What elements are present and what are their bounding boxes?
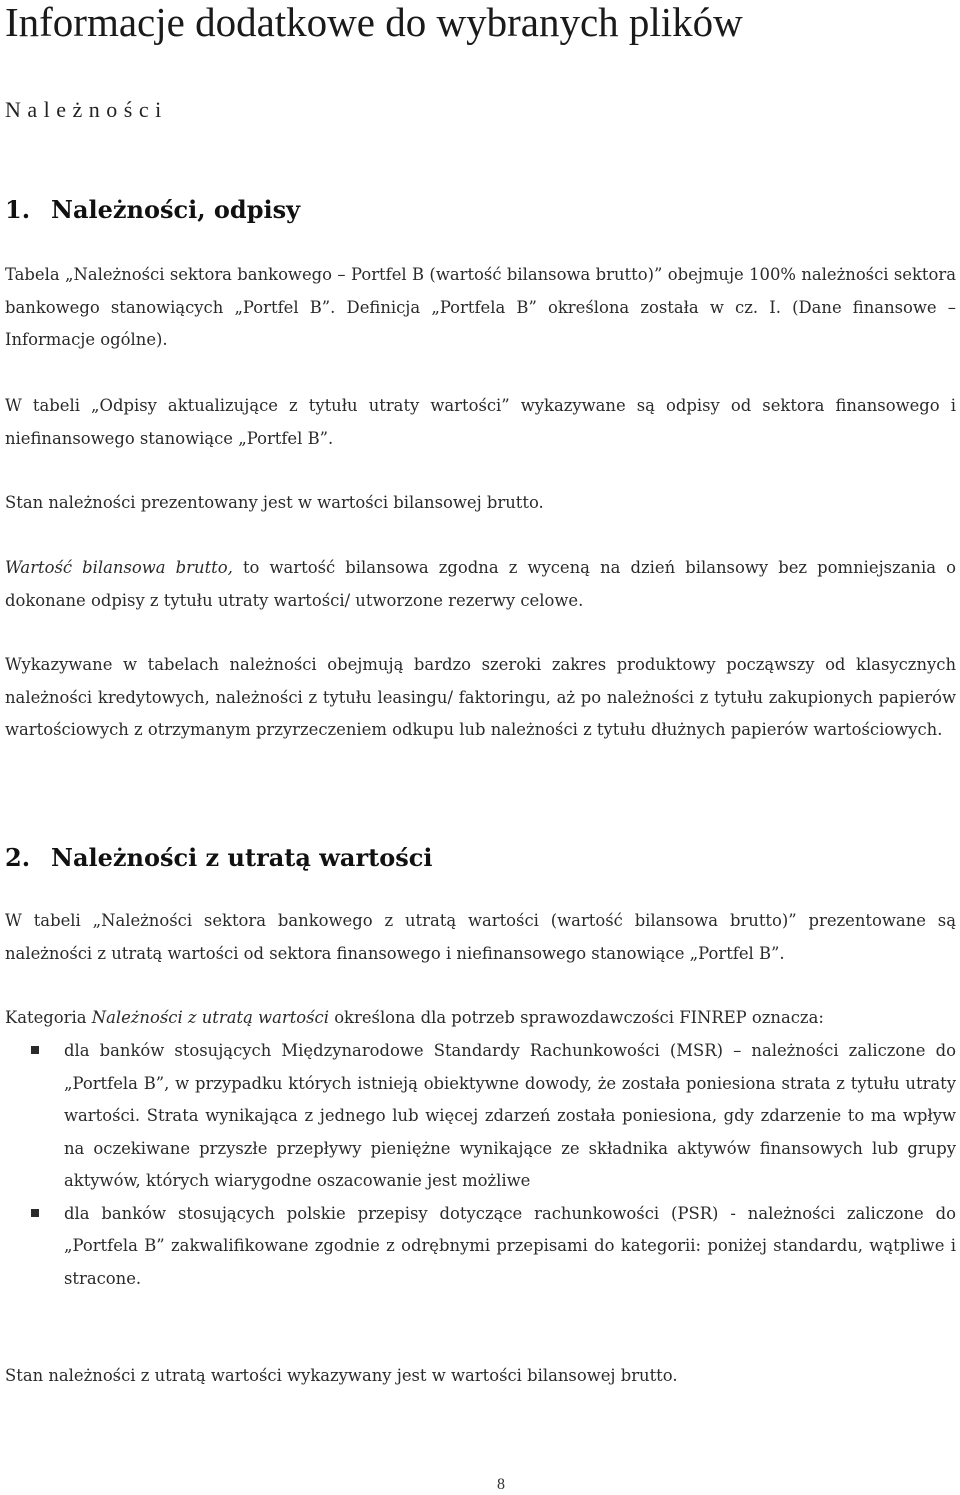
page-number: 8 [497, 1476, 505, 1493]
list-item-text: dla banków stosujących Międzynarodowe Standardy Rachunkowości (MSR) – należności zaliczone do „Portfela B”, w przypadku których istnieją obiektywne dowody, że została poniesiona strata z tytułu utraty wartości. Strata wynikająca z jednego lub więcej zdarzeń została poniesiona, gdy zdarzenie to ma wpływ na oczekiwane przyszłe przepływy pieniężne wynikające ze składnika aktywów finansowych lub grupy aktywów, których wiarygodne oszacowanie jest możliwe [64, 1041, 956, 1190]
list-item [5, 1198, 956, 1296]
page-title: Informacje dodatkowe do wybranych plików [5, 0, 743, 45]
section-1-paragraph-3-text: Stan należności prezentowany jest w wartości bilansowej brutto. [5, 493, 544, 512]
definition-bullet-list [5, 1035, 956, 1295]
square-bullet-icon [31, 1209, 39, 1217]
category-prefix: Kategoria [5, 1008, 92, 1027]
section-2-paragraph-1-text: W tabeli „Należności sektora bankowego z utratą wartości (wartość bilansowa brutto)” prezentowane są należności z utratą wartości od sektora finansowego i niefinansowego stanowiące „Portfel B”. [5, 911, 956, 963]
section-2-heading [5, 843, 432, 873]
section-2-heading-text: Należności z utratą wartości [51, 843, 433, 872]
section-1-paragraph-2 [5, 390, 956, 455]
page-subtitle: Należności [5, 97, 168, 122]
section-1-heading-text: Należności, odpisy [51, 195, 301, 224]
section-2-number: 2. [5, 843, 31, 872]
section-2-paragraph-3-text: Stan należności z utratą wartości wykazywany jest w wartości bilansowej brutto. [5, 1366, 678, 1385]
list-item [5, 1035, 956, 1198]
section-1-paragraph-1 [5, 259, 956, 357]
section-1-paragraph-1-text: Tabela „Należności sektora bankowego – Portfel B (wartość bilansowa brutto)” obejmuje 100% należności sektora bankowego stanowiących „Portfel B”. Definicja „Portfela B” określona została w cz. I. (Dane finansowe – Informacje ogólne). [5, 265, 956, 349]
section-1-number: 1. [5, 195, 31, 224]
section-1-paragraph-5-text: Wykazywane w tabelach należności obejmują bardzo szeroki zakres produktowy począwszy od klasycznych należności kredytowych, należności z tytułu leasingu/ faktoringu, aż po należności z tytułu zakupionych papierów wartościowych z otrzymanym przyrzeczeniem odkupu lub należności z tytułu dłużnych papierów wartościowych. [5, 655, 956, 739]
section-1-paragraph-5 [5, 649, 956, 747]
section-2-paragraph-1 [5, 905, 956, 970]
list-item-text: dla banków stosujących polskie przepisy dotyczące rachunkowości (PSR) - należności zaliczone do „Portfela B” zakwalifikowane zgodnie z odrębnymi przepisami do kategorii: poniżej standardu, wątpliwe i stracone. [64, 1203, 956, 1288]
section-2-paragraph-2 [5, 1002, 956, 1035]
square-bullet-icon [31, 1046, 39, 1054]
section-2-paragraph-3 [5, 1360, 956, 1393]
definition-term: Wartość bilansowa brutto, [5, 558, 233, 577]
category-term: Należności z utratą wartości [91, 1008, 329, 1027]
section-1-paragraph-3 [5, 487, 956, 520]
section-1-heading [5, 195, 300, 225]
section-1-paragraph-2-text: W tabeli „Odpisy aktualizujące z tytułu utraty wartości” wykazywane są odpisy od sektora finansowego i niefinansowego stanowiące „Portfel B”. [5, 396, 956, 448]
section-1-paragraph-4 [5, 552, 956, 617]
definition-text: to wartość bilansowa zgodna z wyceną na dzień bilansowy bez pomniejszania o dokonane odpisy z tytułu utraty wartości/ utworzone rezerwy celowe. [5, 558, 957, 610]
category-suffix: określona dla potrzeb sprawozdawczości FINREP oznacza: [328, 1008, 824, 1027]
